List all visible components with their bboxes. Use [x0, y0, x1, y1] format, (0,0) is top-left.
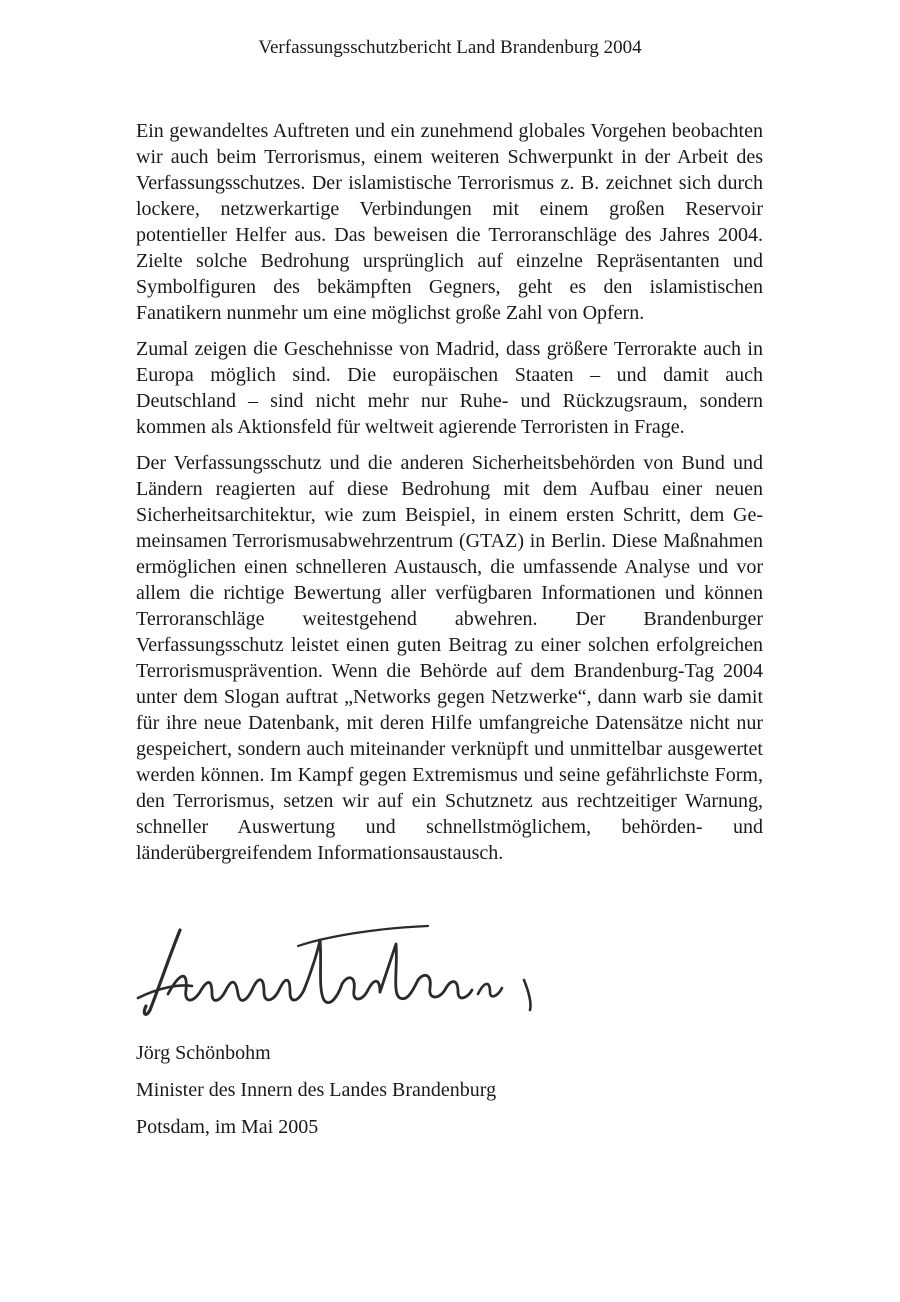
signatory-title: Minister des Innern des Landes Brandenburg — [136, 1079, 497, 1101]
paragraph-madrid: Zumal zeigen die Geschehnisse von Madrid, dass größere Terrorakte auch in Europa möglich sind. Die europäischen Staaten – und damit auch Deutschland – sind nicht mehr nur Ruhe- und Rückzugsraum, sondern kommen als Aktionsfeld für weltweit agierende Terroristen in Frage. — [136, 338, 763, 438]
place-and-date: Potsdam, im Mai 2005 — [136, 1116, 319, 1138]
signatory-name: Jörg Schönbohm — [136, 1042, 271, 1064]
body-text — [136, 118, 763, 876]
handwritten-signature — [128, 910, 568, 1040]
signature-block — [136, 1040, 763, 1151]
paragraph-terrorism: Ein gewandeltes Auftreten und ein zunehmend globales Vorgehen beobachten wir auch beim Terrorismus, einem weiteren Schwerpunkt in der Arbeit des Verfassungsschutzes. Der islamistische Terrorismus z. B. zeichnet sich durch lockere, netzwerkartige Verbindungen mit einem großen Reservoir potentieller Helfer aus. Das beweisen die Terroranschläge des Jahres 2004. Zielte solche Bedrohung ursprünglich auf einzelne Repräsentanten und Symbolfiguren des bekämpften Gegners, geht es den islamistischen Fanatikern nunmehr um eine möglichst große Zahl von Opfern. — [136, 120, 763, 324]
paragraph-security-architecture: Der Verfassungsschutz und die anderen Sicherheitsbehörden von Bund und Ländern reagierten auf diese Bedrohung mit dem Aufbau einer neuen Sicherheitsarchitektur, wie zum Beispiel, in einem ersten Schritt, dem Gemeinsamen Terrorismusabwehrzentrum (GTAZ) in Berlin. Diese Maßnahmen ermöglichen einen schnelleren Austausch, die umfassende Analyse und vor allem die richtige Bewertung aller verfügbaren Informationen und können Terroranschläge weitestgehend abwehren. Der Brandenburger Verfassungsschutz leistet einen guten Beitrag zu einer solchen erfolgreichen Terrorismusprävention. Wenn die Behörde auf dem Brandenburg-Tag 2004 unter dem Slogan auftrat „Networks gegen Netzwerke“, dann warb sie damit für ihre neue Datenbank, mit deren Hilfe umfangreiche Datensätze nicht nur gespeichert, sondern auch miteinander verknüpft und unmittelbar ausgewertet werden können. Im Kampf gegen Extremismus und seine gefährlichste Form, den Terrorismus, setzen wir auf ein Schutznetz aus rechtzeitiger Warnung, schneller Auswertung und schnellstmöglichem, behörden- und länderübergreifendem Informationsaustausch. — [136, 452, 763, 864]
running-header: Verfassungsschutzbericht Land Brandenburg 2004 — [258, 37, 642, 58]
signature-icon — [128, 910, 568, 1040]
